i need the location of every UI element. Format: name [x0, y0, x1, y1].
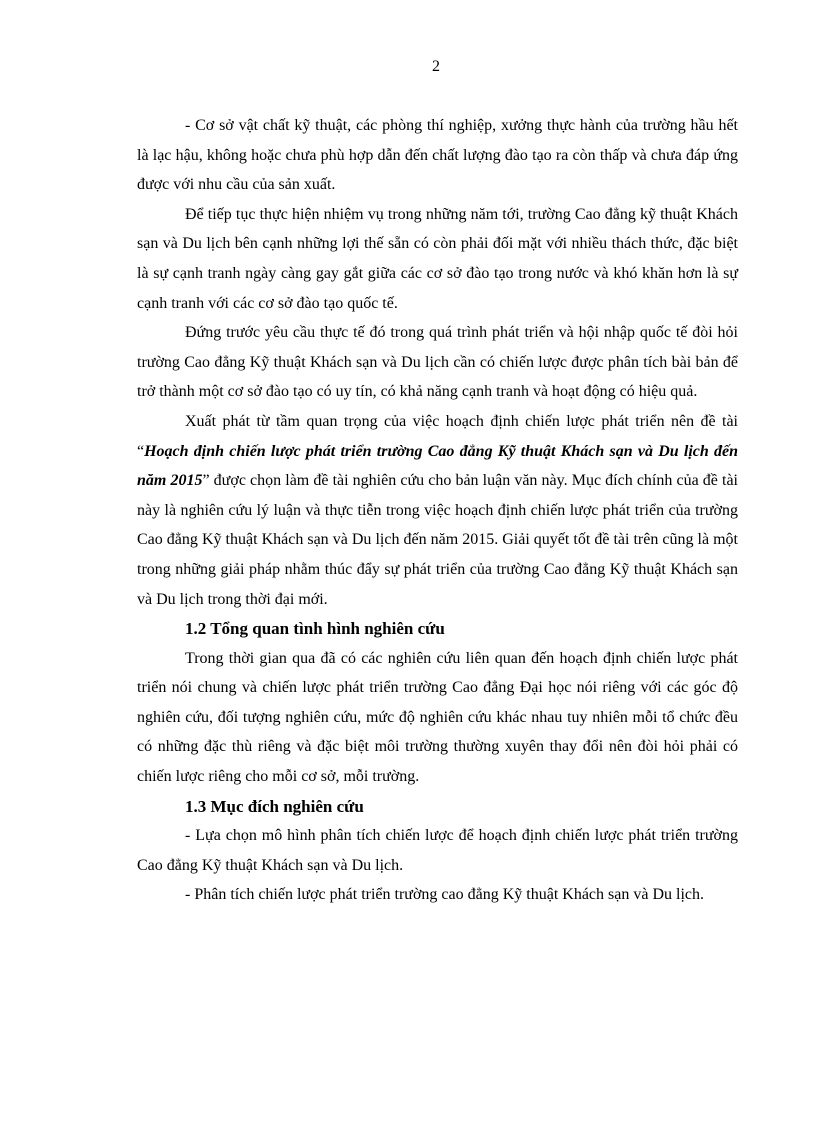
paragraph-topic-rationale	[137, 407, 738, 614]
thesis-title: Hoạch định chiến lược phát triển trường Cao đẳng Kỹ thuật Khách sạn và Du lịch đến năm 2015	[137, 442, 738, 490]
purpose-item-strategy-analysis: - Phân tích chiến lược phát triển trường cao đẳng Kỹ thuật Khách sạn và Du lịch.	[185, 886, 705, 904]
section-heading-literature-review: 1.2 Tổng quan tình hình nghiên cứu	[185, 619, 445, 639]
purpose-item-model-selection: - Lựa chọn mô hình phân tích chiến lược để hoạch định chiến lược phát triển trường Cao đẳng Kỹ thuật Khách sạn và Du lịch.	[137, 827, 738, 874]
paragraph-strategy-need: Đứng trước yêu cầu thực tế đó trong quá trình phát triển và hội nhập quốc tế đòi hỏi trường Cao đẳng Kỹ thuật Khách sạn và Du lịch cần có chiến lược được phân tích bài bản để trở thành một cơ sở đào tạo có uy tín, có khả năng cạnh tranh và hoạt động có hiệu quả.	[137, 324, 738, 401]
document-body	[137, 111, 738, 910]
paragraph-literature-review: Trong thời gian qua đã có các nghiên cứu liên quan đến hoạch định chiến lược phát triển nói chung và chiến lược phát triển trường Cao đẳng Đại học nói riêng với các góc độ nghiên cứu, đối tượng nghiên cứu, mức độ nghiên cứu khác nhau tuy nhiên mỗi tổ chức đều có những đặc thù riêng và đặc biệt môi trường thường xuyên thay đổi nên đòi hỏi phải có chiến lược riêng cho mỗi cơ sở, mỗi trường.	[137, 649, 738, 786]
page-number: 2	[432, 58, 440, 75]
topic-intro-text: Xuất phát từ tầm quan trọng của việc hoạch định chiến lược phát triển nên đề tài “	[137, 412, 738, 460]
topic-rest-text: ” được chọn làm đề tài nghiên cứu cho bản luận văn này. Mục đích chính của đề tài này là nghiên cứu lý luận và thực tiễn trong việc hoạch định chiến lược phát triển của trường Cao đẳng Kỹ thuật Khách sạn và Du lịch đến năm 2015. Giải quyết tốt đề tài trên cũng là một trong những giải pháp nhằm thúc đẩy sự phát triển của trường Cao đẳng Kỹ thuật Khách sạn và Du lịch trong thời đại mới.	[137, 472, 739, 608]
paragraph-challenges: Để tiếp tục thực hiện nhiệm vụ trong những năm tới, trường Cao đẳng kỹ thuật Khách sạn và Du lịch bên cạnh những lợi thế sẵn có còn phải đối mặt với nhiều thách thức, đặc biệt là sự cạnh tranh ngày càng gay gắt giữa các cơ sở đào tạo trong nước và khó khăn hơn là sự cạnh tranh với các cơ sở đào tạo quốc tế.	[137, 205, 738, 312]
paragraph-facilities: - Cơ sở vật chất kỹ thuật, các phòng thí nghiệp, xưởng thực hành của trường hầu hết là lạc hậu, không hoặc chưa phù hợp dẫn đến chất lượng đào tạo ra còn thấp và chưa đáp ứng được với nhu cầu của sản xuất.	[137, 117, 738, 194]
section-heading-research-purpose: 1.3 Mục đích nghiên cứu	[185, 796, 364, 816]
